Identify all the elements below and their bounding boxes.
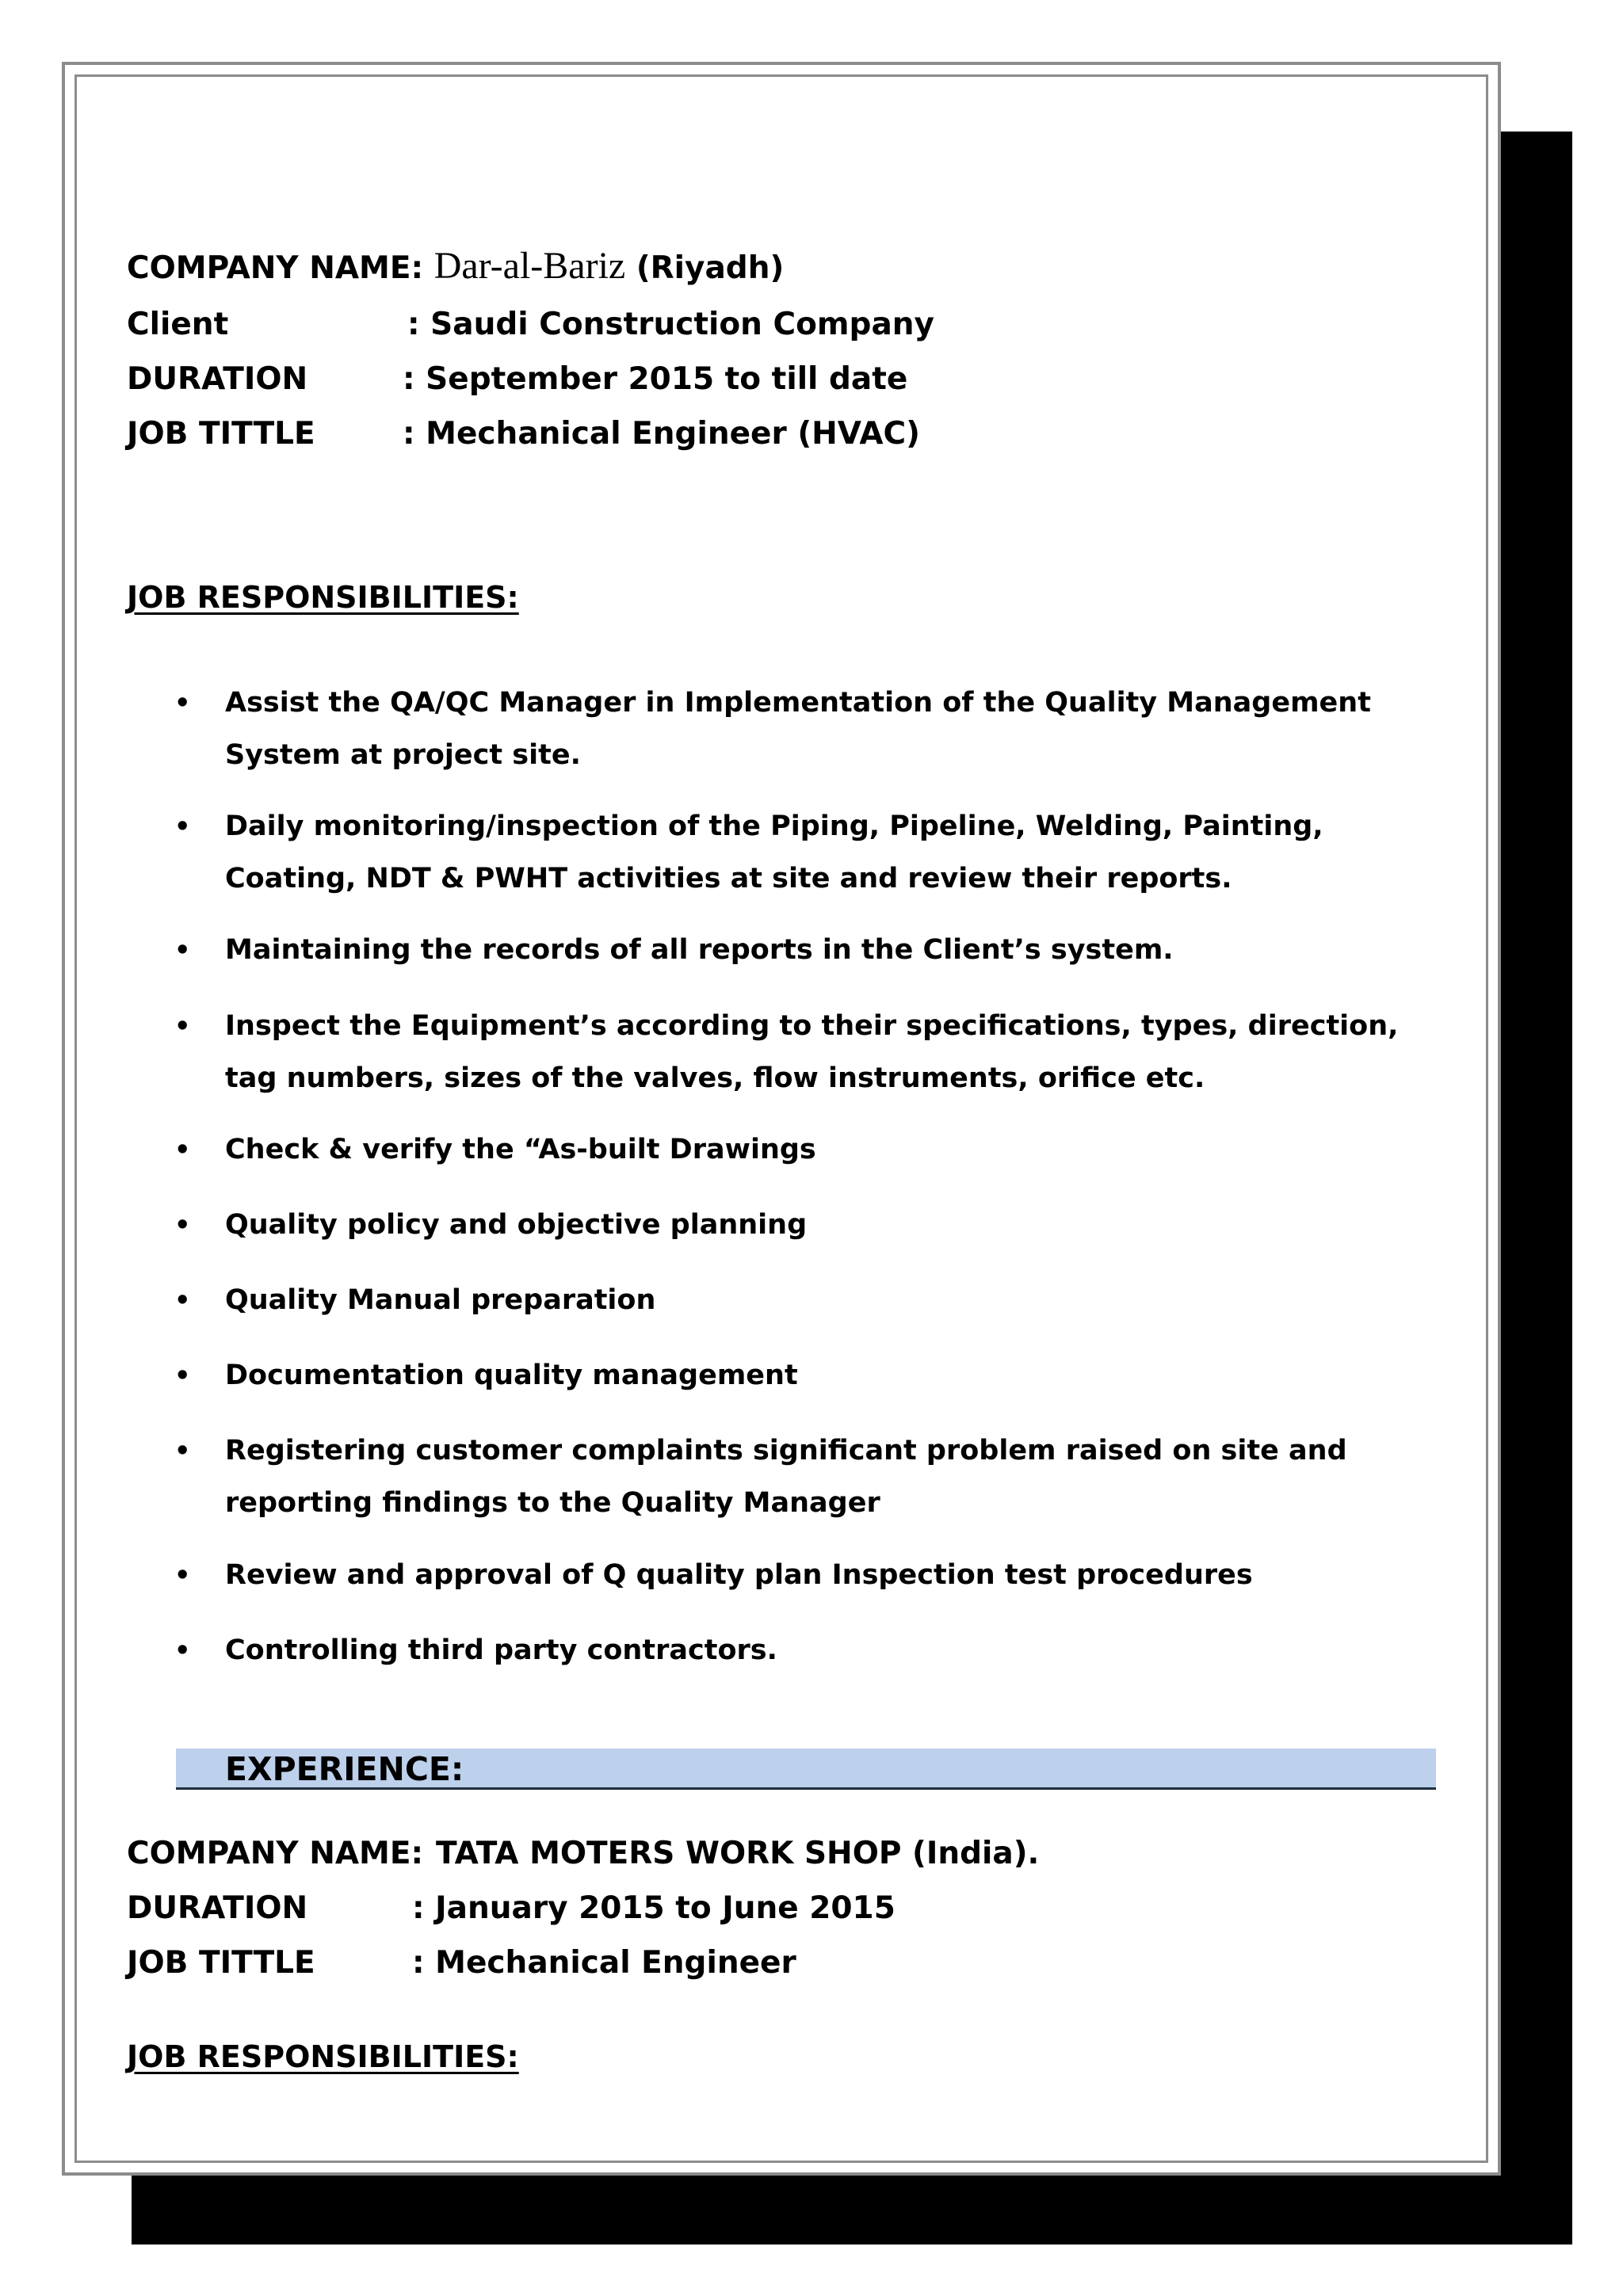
job-title-value: : Mechanical Engineer [412, 1945, 796, 1981]
job-title-label: JOB TITTLE [127, 1945, 315, 1981]
list-item: • Review and approval of Q quality plan Inspection test procedures [225, 1549, 1445, 1601]
responsibilities-heading-2: JOB RESPONSIBILITIES: [127, 2039, 519, 2074]
duration-value: : September 2015 to till date [403, 361, 908, 397]
client-value: : Saudi Construction Company [407, 307, 934, 342]
list-item: • Check & verify the “As-built Drawings [225, 1123, 1445, 1176]
list-item: • Quality policy and objective planning [225, 1199, 1445, 1251]
company-label: COMPANY NAME: [127, 1836, 424, 1871]
company-row-1 [127, 247, 784, 285]
client-label: Client [127, 307, 229, 342]
company-name: Dar-al-Bariz [433, 245, 626, 287]
duration-value: : January 2015 to June 2015 [412, 1890, 896, 1926]
company-location: (Riyadh) [636, 250, 785, 286]
job-title-value: : Mechanical Engineer (HVAC) [403, 416, 920, 452]
job-title-row-2 [127, 1945, 796, 1981]
responsibilities-heading-1: JOB RESPONSIBILITIES: [127, 580, 519, 615]
company-label: COMPANY NAME: [127, 250, 424, 286]
company-value: TATA MOTERS WORK SHOP (India). [436, 1836, 1040, 1871]
company-row-2 [127, 1836, 1040, 1871]
list-item: • Controlling third party contractors. [225, 1624, 1445, 1676]
list-item: • Documentation quality management [225, 1349, 1445, 1402]
job-title-row-1 [127, 416, 920, 452]
list-item: • Maintaining the records of all reports in the Client’s system. [225, 924, 1445, 976]
experience-heading: EXPERIENCE: [225, 1750, 464, 1788]
list-item: • Assist the QA/QC Manager in Implementation of the Quality Management System at project site. [225, 677, 1445, 781]
client-row [127, 307, 934, 342]
duration-row-1 [127, 361, 908, 397]
duration-label: DURATION [127, 1890, 308, 1926]
experience-section-bar [176, 1749, 1436, 1790]
list-item: • Quality Manual preparation [225, 1274, 1445, 1326]
list-item: • Daily monitoring/inspection of the Piping, Pipeline, Welding, Painting, Coating, NDT & PWHT activities at site and review their reports. [225, 800, 1445, 905]
list-item: • Registering customer complaints significant problem raised on site and reporting findings to the Quality Manager [225, 1425, 1445, 1529]
job-title-label: JOB TITTLE [127, 416, 315, 452]
duration-row-2 [127, 1890, 896, 1926]
list-item: • Inspect the Equipment’s according to their specifications, types, direction, tag numbers, sizes of the valves, flow instruments, orifice etc. [225, 1000, 1445, 1104]
duration-label: DURATION [127, 361, 308, 397]
